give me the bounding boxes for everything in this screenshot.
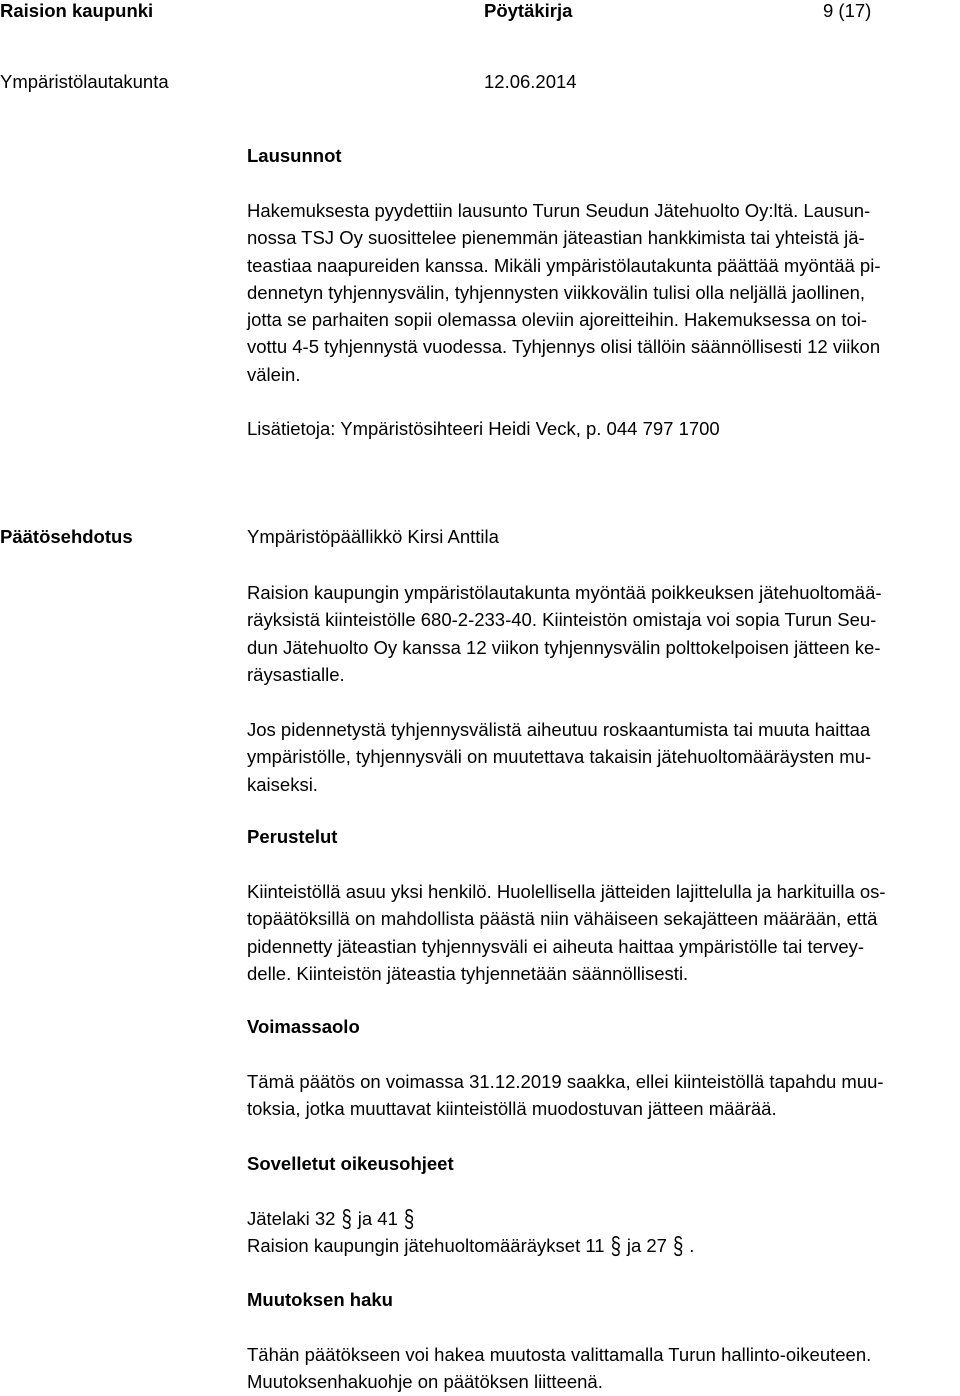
text-line: Hakemuksesta pyydettiin lausunto Turun Seudun Jätehuolto Oy:ltä. Lausun- (247, 200, 871, 221)
text-line: Muutoksenhakuohje on päätöksen liitteenä. (247, 1371, 603, 1393)
law-line (247, 1232, 957, 1259)
text-line: Jos pidennetystä tyhjennysvälistä aiheutuu roskaantumista tai muuta haittaa (247, 719, 871, 740)
law-text: Raision kaupungin jätehuoltomääräykset 11 (247, 1235, 605, 1257)
text-line: pidennetty jäteastian tyhjennysväli ei aiheuta haittaa ympäristölle tai tervey- (247, 935, 865, 957)
text-line: dun Jätehuolto Oy kanssa 12 viikon tyhjennysvälin polttokelpoisen jätteen ke- (247, 636, 881, 658)
document-header (0, 0, 960, 100)
text-line: jotta se parhaiten sopii olemassa oleviin ajoreitteihin. Hakemuksessa on toi- (247, 309, 868, 331)
text-line: delle. Kiinteistön jäteastia tyhjennetään säännöllisesti. (247, 962, 689, 984)
heading-muutoksen-haku: Muutoksen haku (247, 1289, 393, 1310)
text-line: vottu 4-5 tyhjennystä vuodessa. Tyhjennys olisi tällöin säännöllisesti 12 viikon (247, 336, 881, 358)
text-line: Raision kaupungin ympäristölautakunta myöntää poikkeuksen jätehuoltomää- (247, 582, 882, 603)
law-text: Jätelaki 32 (247, 1208, 336, 1229)
law-text: ja 27 (626, 1235, 667, 1257)
muutoksen-haku-paragraph (247, 1341, 957, 1396)
proposal-paragraph-1 (247, 579, 957, 688)
proposal-paragraph-2 (247, 716, 957, 798)
law-text: . (689, 1235, 695, 1257)
text-line: nossa TSJ Oy suosittelee pienemmän jäteastian hankkimista tai yhteistä jä- (247, 227, 865, 249)
side-label-paatosehdotus: Päätösehdotus (0, 526, 133, 547)
perustelut-paragraph (247, 878, 957, 987)
applied-laws (247, 1205, 957, 1260)
text-line: ympäristölle, tyhjennysväli on muutettava takaisin jätehuoltomääräysten mu- (247, 746, 872, 768)
text-line: dennetyn tyhjennysvälin, tyhjennysten viikkovälin tulisi olla neljällä jaollinen, (247, 281, 866, 303)
text-line: räyksistä kiinteistölle 680-2-233-40. Kiinteistön omistaja voi sopia Turun Seu- (247, 609, 877, 631)
contact-info (247, 415, 957, 442)
text-line: Ympäristöpäällikkö Kirsi Anttila (247, 526, 499, 547)
section-sign: § (341, 1204, 352, 1233)
law-text: ja 41 (357, 1208, 398, 1229)
meeting-date: 12.06.2014 (484, 71, 577, 92)
lausunnot-paragraph (247, 197, 957, 388)
text-line: välein. (247, 363, 301, 385)
text-line: Lisätietoja: Ympäristösihteeri Heidi Veck, p. 044 797 1700 (247, 418, 720, 439)
text-line: Tähän päätökseen voi hakea muutosta valittamalla Turun hallinto-oikeuteen. (247, 1344, 872, 1365)
text-line: Kiinteistöllä asuu yksi henkilö. Huolellisella jätteiden lajittelulla ja harkituilla os- (247, 881, 886, 902)
committee-name: Ympäristölautakunta (0, 71, 169, 92)
section-sign: § (672, 1231, 684, 1260)
text-line: topäätöksillä on mahdollista päästä niin vähäiseen sekajätteen määrään, että (247, 908, 878, 930)
section-sign: § (403, 1204, 415, 1233)
page-number: 9 (17) (823, 0, 872, 21)
heading-voimassaolo: Voimassaolo (247, 1016, 360, 1037)
heading-sovelletut-oikeusohjeet: Sovelletut oikeusohjeet (247, 1153, 454, 1174)
heading-perustelut: Perustelut (247, 826, 338, 847)
text-line: teastiaa naapureiden kanssa. Mikäli ympäristölautakunta päättää myöntää pi- (247, 254, 881, 276)
text-line: kaiseksi. (247, 773, 318, 795)
text-line: Tämä päätös on voimassa 31.12.2019 saakka, ellei kiinteistöllä tapahdu muu- (247, 1071, 884, 1092)
heading-lausunnot: Lausunnot (247, 145, 342, 166)
text-line: räysastialle. (247, 663, 345, 685)
text-line: toksia, jotka muuttavat kiinteistöllä muodostuvan jätteen määrää. (247, 1098, 777, 1120)
doc-type: Pöytäkirja (484, 0, 573, 21)
voimassaolo-paragraph (247, 1068, 957, 1123)
org-name: Raision kaupunki (0, 0, 154, 21)
section-sign: § (610, 1231, 621, 1260)
law-line (247, 1205, 957, 1232)
proposer (247, 523, 957, 550)
